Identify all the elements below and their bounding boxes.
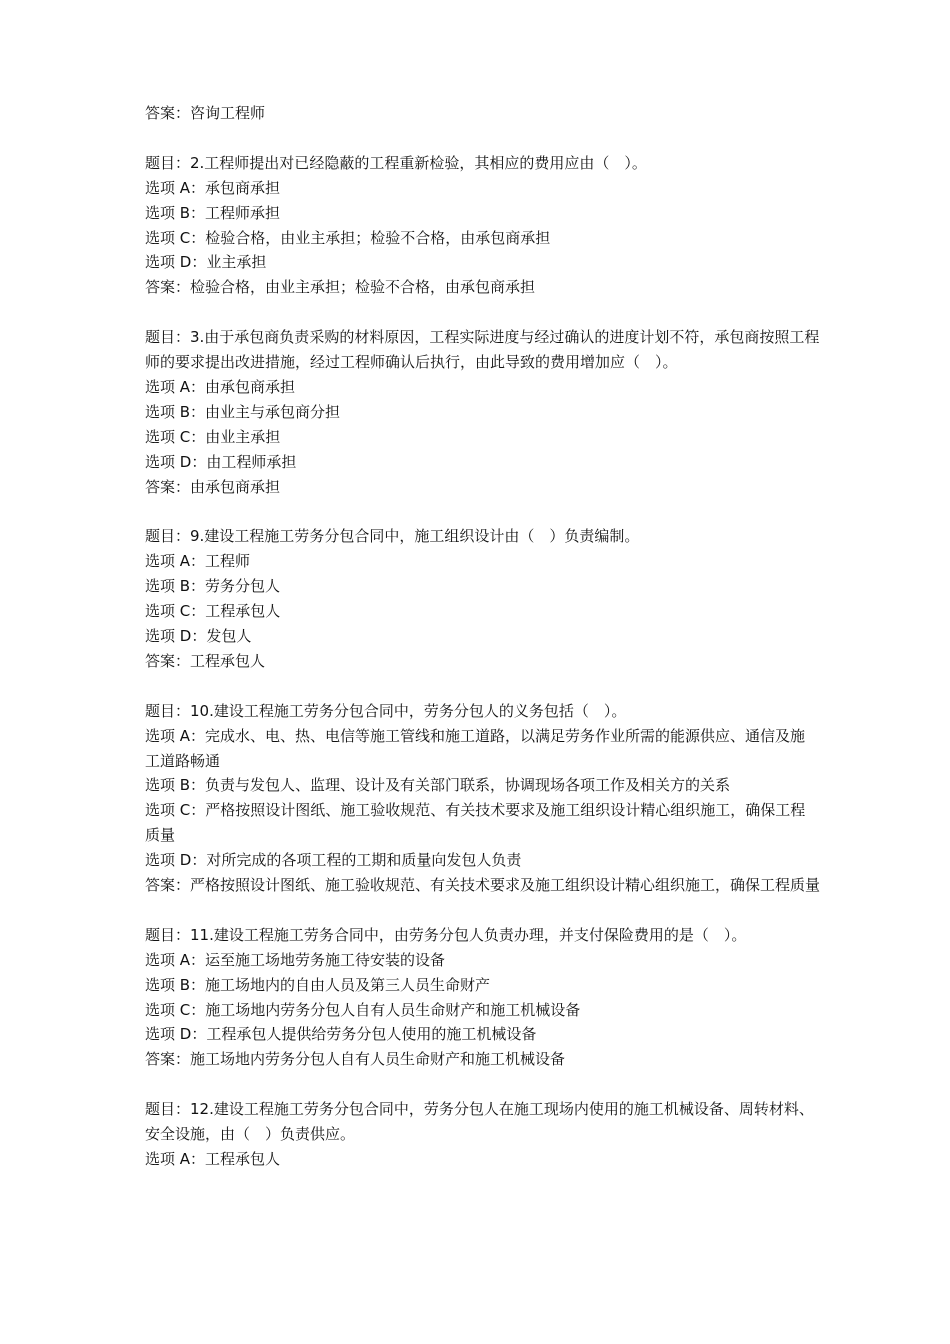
option-b: 选项 B：负责与发包人、监理、设计及有关部门联系，协调现场各项工作及相关方的关系 (145, 776, 731, 795)
option-b: 选项 B：工程师承担 (145, 203, 281, 222)
option-a: 选项 A：工程承包人 (145, 1149, 281, 1168)
answer-text: 答案：严格按照设计图纸、施工验收规范、有关技术要求及施工组织设计精心组织施工，确保工程质量 (145, 876, 821, 895)
option-a: 选项 A：由承包商承担 (145, 377, 296, 396)
answer-text: 答案：工程承包人 (145, 651, 266, 670)
question-text: 题目：9.建设工程施工劳务分包合同中，施工组织设计由（ ）负责编制。 (145, 527, 640, 546)
question-text: 题目：3.由于承包商负责采购的材料原因，工程实际进度与经过确认的进度计划不符，承包商按照工程师的要求提出改进措施，经过工程师确认后执行，由此导致的费用增加应（ ）。 (145, 328, 820, 372)
answer-text: 答案：由承包商承担 (145, 477, 281, 496)
option-d: 选项 D：业主承担 (145, 253, 267, 272)
option-c: 选项 C：工程承包人 (145, 602, 281, 621)
option-b: 选项 B：劳务分包人 (145, 577, 281, 596)
question-text: 题目：10.建设工程施工劳务分包合同中，劳务分包人的义务包括（ ）。 (145, 701, 627, 720)
option-b: 选项 B：由业主与承包商分担 (145, 402, 341, 421)
question-text: 题目：2.工程师提出对已经隐蔽的工程重新检验，其相应的费用应由（ ）。 (145, 153, 647, 172)
option-a: 选项 A：运至施工场地劳务施工待安装的设备 (145, 950, 446, 969)
option-d: 选项 D：工程承包人提供给劳务分包人使用的施工机械设备 (145, 1025, 537, 1044)
answer-text: 答案：施工场地内劳务分包人自有人员生命财产和施工机械设备 (145, 1050, 566, 1069)
option-d: 选项 D：发包人 (145, 626, 252, 645)
question-text: 题目：12.建设工程施工劳务分包合同中，劳务分包人在施工现场内使用的施工机械设备、周转材料、安全设施，由（ ）负责供应。 (145, 1100, 814, 1144)
option-a: 选项 A：承包商承担 (145, 178, 281, 197)
option-c: 选项 C：严格按照设计图纸、施工验收规范、有关技术要求及施工组织设计精心组织施工，确保工程质量 (145, 801, 806, 845)
option-c: 选项 C：由业主承担 (145, 427, 281, 446)
answer-text: 答案：检验合格，由业主承担；检验不合格，由承包商承担 (145, 278, 536, 297)
option-a: 选项 A：完成水、电、热、电信等施工管线和施工道路，以满足劳务作业所需的能源供应、通信及施工道路畅通 (145, 726, 806, 770)
option-d: 选项 D：对所完成的各项工程的工期和质量向发包人负责 (145, 851, 522, 870)
question-block (145, 151, 820, 300)
question-block (145, 524, 820, 673)
option-c: 选项 C：检验合格，由业主承担；检验不合格，由承包商承担 (145, 228, 551, 247)
question-block (145, 699, 820, 898)
option-b: 选项 B：施工场地内的自由人员及第三人员生命财产 (145, 975, 491, 994)
answer-text: 答案：咨询工程师 (145, 104, 266, 122)
option-c: 选项 C：施工场地内劳务分包人自有人员生命财产和施工机械设备 (145, 1000, 581, 1019)
answer-block (145, 101, 820, 126)
option-d: 选项 D：由工程师承担 (145, 452, 297, 471)
option-a: 选项 A：工程师 (145, 552, 251, 571)
question-text: 题目：11.建设工程施工劳务合同中，由劳务分包人负责办理，并支付保险费用的是（ ）。 (145, 925, 747, 944)
question-block (145, 923, 820, 1072)
question-block (145, 325, 820, 499)
document-page (145, 101, 820, 1172)
question-block (145, 1097, 820, 1172)
